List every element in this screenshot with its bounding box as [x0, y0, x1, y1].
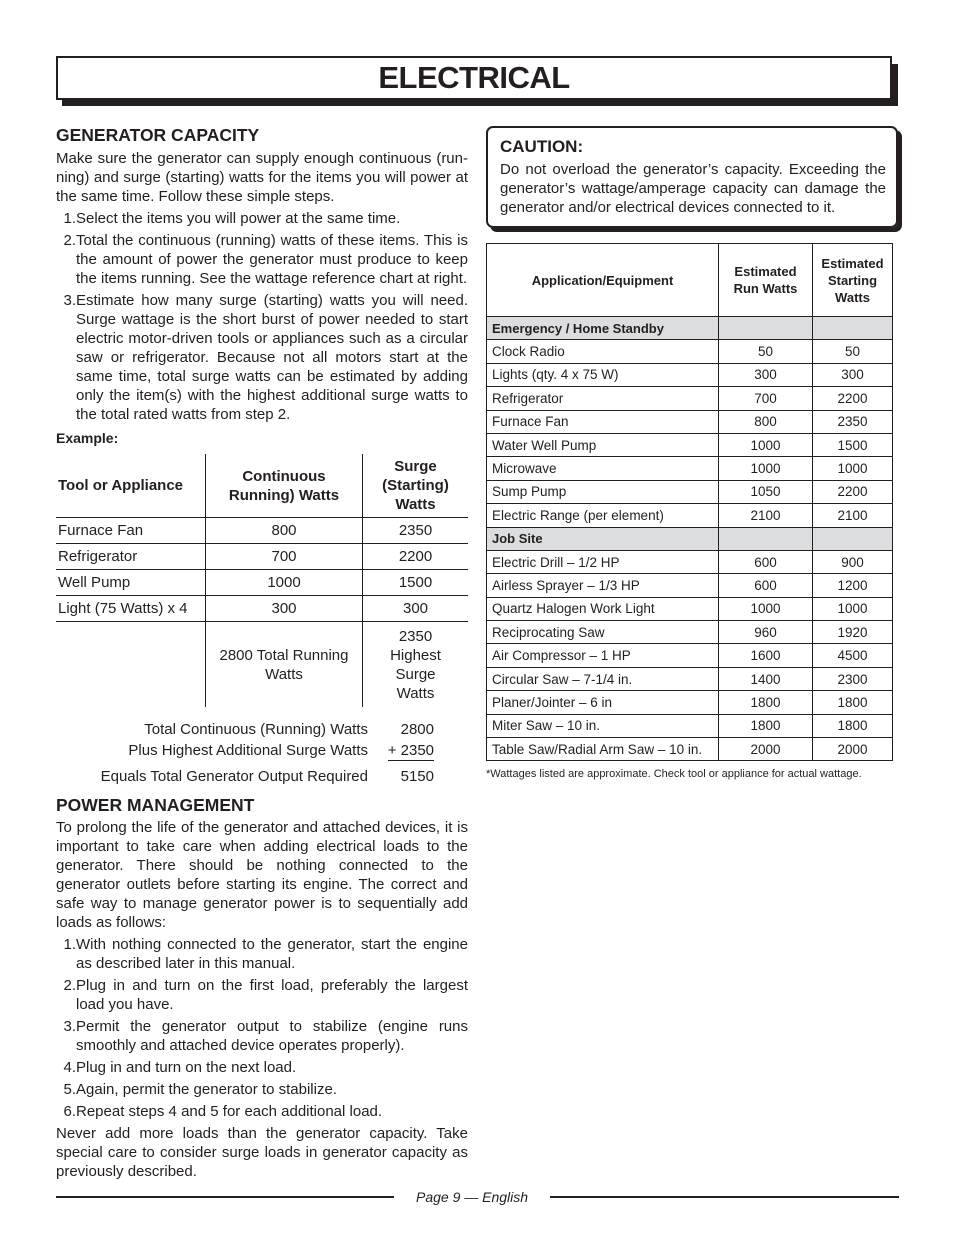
generator-capacity-intro: Make sure the generator can supply enough continuous (run-ning) and surge (starting) watts for the items you will power at the same time. Follow these simple steps.	[56, 150, 468, 205]
ref-section-name: Job Site	[487, 527, 719, 550]
ref-row	[487, 457, 893, 480]
footer-rule-right	[550, 1196, 899, 1198]
ref-cell: Reciprocating Saw	[487, 621, 719, 644]
step-text: Estimate how many surge (starting) watts you will need. Surge wattage is the short burst of power needed to start electric motor-driven tools or appliances such as a circular saw or refrigerator. Because not all motors start at the same time, total surge watts can be estimated by adding only the item(s) with the highest additional surge watts to the total rated watts from step 2.	[76, 292, 468, 423]
left-column	[56, 124, 468, 1181]
step-item	[56, 1058, 468, 1077]
ref-cell: 800	[719, 410, 813, 433]
example-header-surge: Surge (Starting) Watts	[363, 454, 469, 518]
ref-row	[487, 644, 893, 667]
ref-header-starting-watts: Estimated Starting Watts	[813, 244, 893, 317]
ref-cell: 2100	[813, 504, 893, 527]
ref-section-row	[487, 527, 893, 550]
ref-cell: 2200	[813, 387, 893, 410]
example-label: Example:	[56, 430, 119, 446]
ref-cell: 300	[813, 363, 893, 386]
totals-label: Equals Total Generator Output Required	[100, 768, 368, 785]
example-cell: Furnace Fan	[56, 518, 206, 544]
ref-cell: 900	[813, 550, 893, 573]
generator-capacity-heading: GENERATOR CAPACITY	[56, 125, 260, 145]
ref-cell: Planer/Jointer – 6 in	[487, 691, 719, 714]
ref-cell: 1000	[719, 433, 813, 456]
caution-heading: CAUTION:	[500, 137, 584, 156]
ref-header-run-watts: Estimated Run Watts	[719, 244, 813, 317]
example-cell: 2200	[363, 544, 469, 570]
power-management-intro: To prolong the life of the generator and attached devices, it is important to take care when adding electrical loads to the generator. There should be nothing connected to the generator outlets before starting its engine. The correct and safe way to manage generator power is to sequentially add loads as follows:	[56, 819, 468, 931]
ref-cell: Lights (qty. 4 x 75 W)	[487, 363, 719, 386]
ref-section-row	[487, 317, 893, 340]
ref-section-blank	[813, 317, 893, 340]
step-text: Plug in and turn on the next load.	[76, 1059, 297, 1076]
footer-rule-left	[56, 1196, 394, 1198]
totals-value: 2800	[400, 721, 434, 738]
step-item	[56, 976, 468, 1014]
ref-cell: 1920	[813, 621, 893, 644]
ref-cell: Table Saw/Radial Arm Saw – 10 in.	[487, 738, 719, 761]
step-text: Total the continuous (running) watts of these items. This is the amount of power the generator must produce to keep the items running. See the wattage reference chart at right.	[76, 232, 468, 287]
example-cell: Light (75 Watts) x 4	[56, 596, 206, 622]
page-footer	[56, 1186, 899, 1208]
ref-row	[487, 550, 893, 573]
ref-cell: 1600	[719, 644, 813, 667]
ref-cell: 600	[719, 550, 813, 573]
step-item	[56, 1102, 468, 1121]
example-summary-cell: 2350 Highest Surge Watts	[363, 622, 469, 708]
ref-cell: 1000	[813, 457, 893, 480]
ref-cell: 2350	[813, 410, 893, 433]
ref-section-blank	[719, 527, 813, 550]
ref-cell: Refrigerator	[487, 387, 719, 410]
ref-cell: 2000	[813, 738, 893, 761]
step-text: With nothing connected to the generator, start the engine as described later in this manual.	[76, 936, 468, 972]
ref-row	[487, 433, 893, 456]
step-number: 2.	[63, 232, 76, 249]
step-number: 2.	[63, 977, 76, 994]
ref-cell: Circular Saw – 7-1/4 in.	[487, 667, 719, 690]
ref-row	[487, 410, 893, 433]
step-number: 3.	[63, 292, 76, 309]
ref-cell: 2300	[813, 667, 893, 690]
ref-row	[487, 738, 893, 761]
example-cell: 800	[206, 518, 363, 544]
totals-label: Plus Highest Additional Surge Watts	[128, 742, 368, 759]
example-cell: 700	[206, 544, 363, 570]
power-management-steps	[56, 935, 468, 1121]
generator-capacity-steps	[56, 209, 468, 424]
totals-value: 5150	[400, 768, 434, 785]
wattage-reference-table	[486, 243, 893, 761]
ref-row	[487, 363, 893, 386]
ref-cell: Microwave	[487, 457, 719, 480]
ref-cell: Sump Pump	[487, 480, 719, 503]
example-cell: 300	[206, 596, 363, 622]
ref-cell: 1000	[719, 597, 813, 620]
step-item	[56, 1080, 468, 1099]
ref-row	[487, 387, 893, 410]
example-cell: Well Pump	[56, 570, 206, 596]
right-column	[486, 126, 898, 781]
step-item	[56, 291, 468, 424]
example-cell: 2350	[363, 518, 469, 544]
ref-cell: 1200	[813, 574, 893, 597]
power-management-heading: POWER MANAGEMENT	[56, 795, 255, 815]
ref-cell: Water Well Pump	[487, 433, 719, 456]
ref-cell: Air Compressor – 1 HP	[487, 644, 719, 667]
ref-row	[487, 714, 893, 737]
example-table	[56, 454, 468, 707]
step-number: 1.	[63, 210, 76, 227]
ref-cell: Clock Radio	[487, 340, 719, 363]
ref-section-blank	[813, 527, 893, 550]
step-text: Again, permit the generator to stabilize.	[76, 1081, 337, 1098]
ref-header-equipment: Application/Equipment	[487, 244, 719, 317]
example-cell: 1000	[206, 570, 363, 596]
totals-row	[56, 740, 468, 761]
power-management-closing: Never add more loads than the generator capacity. Take special care to consider surge loads in generator capacity as previously described.	[56, 1125, 468, 1180]
ref-cell: 2000	[719, 738, 813, 761]
ref-cell: 700	[719, 387, 813, 410]
ref-section-blank	[719, 317, 813, 340]
example-row	[56, 570, 468, 596]
example-summary-cell	[56, 622, 206, 708]
wattage-note: *Wattages listed are approximate. Check tool or appliance for actual wattage.	[486, 768, 862, 781]
ref-row	[487, 667, 893, 690]
example-cell: Refrigerator	[56, 544, 206, 570]
ref-row	[487, 691, 893, 714]
ref-row	[487, 621, 893, 644]
example-cell: 1500	[363, 570, 469, 596]
ref-cell: 2100	[719, 504, 813, 527]
totals-value: + 2350	[387, 742, 434, 759]
example-row	[56, 518, 468, 544]
ref-cell: Electric Drill – 1/2 HP	[487, 550, 719, 573]
page-title: ELECTRICAL	[378, 60, 570, 95]
ref-cell: Electric Range (per element)	[487, 504, 719, 527]
ref-cell: 1050	[719, 480, 813, 503]
ref-cell: Airless Sprayer – 1/3 HP	[487, 574, 719, 597]
ref-cell: 300	[719, 363, 813, 386]
ref-cell: 1400	[719, 667, 813, 690]
ref-row	[487, 574, 893, 597]
step-number: 5.	[63, 1081, 76, 1098]
ref-cell: 1800	[719, 714, 813, 737]
example-row	[56, 596, 468, 622]
page-number: Page 9 — English	[416, 1189, 529, 1205]
totals-row	[56, 719, 468, 740]
caution-text: Do not overload the generator’s capacity. Exceeding the generator’s wattage/amperage capacity can damage the generator and/or electrical devices connected to it.	[500, 161, 886, 216]
ref-row	[487, 480, 893, 503]
step-item	[56, 209, 468, 228]
ref-row	[487, 504, 893, 527]
ref-cell: 50	[813, 340, 893, 363]
ref-cell: 4500	[813, 644, 893, 667]
example-header-running: Continuous Running) Watts	[206, 454, 363, 518]
example-summary-row	[56, 622, 468, 708]
totals-label: Total Continuous (Running) Watts	[144, 721, 368, 738]
step-item	[56, 935, 468, 973]
step-item	[56, 1017, 468, 1055]
ref-cell: Miter Saw – 10 in.	[487, 714, 719, 737]
step-item	[56, 231, 468, 288]
step-number: 6.	[63, 1103, 76, 1120]
ref-cell: 1000	[719, 457, 813, 480]
step-number: 1.	[63, 936, 76, 953]
ref-cell: 1500	[813, 433, 893, 456]
ref-cell: Quartz Halogen Work Light	[487, 597, 719, 620]
step-text: Select the items you will power at the same time.	[76, 210, 401, 227]
example-cell: 300	[363, 596, 469, 622]
ref-row	[487, 340, 893, 363]
ref-cell: 960	[719, 621, 813, 644]
example-row	[56, 544, 468, 570]
ref-section-name: Emergency / Home Standby	[487, 317, 719, 340]
ref-cell: 1800	[813, 714, 893, 737]
example-summary-cell: 2800 Total Running Watts	[206, 622, 363, 708]
ref-row	[487, 597, 893, 620]
step-text: Repeat steps 4 and 5 for each additional load.	[76, 1103, 383, 1120]
ref-cell: 1800	[813, 691, 893, 714]
step-text: Plug in and turn on the first load, preferably the largest load you have.	[76, 977, 468, 1013]
ref-cell: 2200	[813, 480, 893, 503]
caution-box	[486, 126, 898, 228]
title-banner	[56, 56, 892, 100]
ref-cell: 600	[719, 574, 813, 597]
totals-block	[56, 719, 468, 787]
ref-cell: 50	[719, 340, 813, 363]
totals-row	[56, 766, 468, 787]
ref-cell: Furnace Fan	[487, 410, 719, 433]
ref-cell: 1800	[719, 691, 813, 714]
ref-cell: 1000	[813, 597, 893, 620]
example-header-tool: Tool or Appliance	[56, 454, 206, 518]
step-number: 4.	[63, 1059, 76, 1076]
step-text: Permit the generator output to stabilize (engine runs smoothly and attached device operates properly).	[76, 1018, 468, 1054]
step-number: 3.	[63, 1018, 76, 1035]
